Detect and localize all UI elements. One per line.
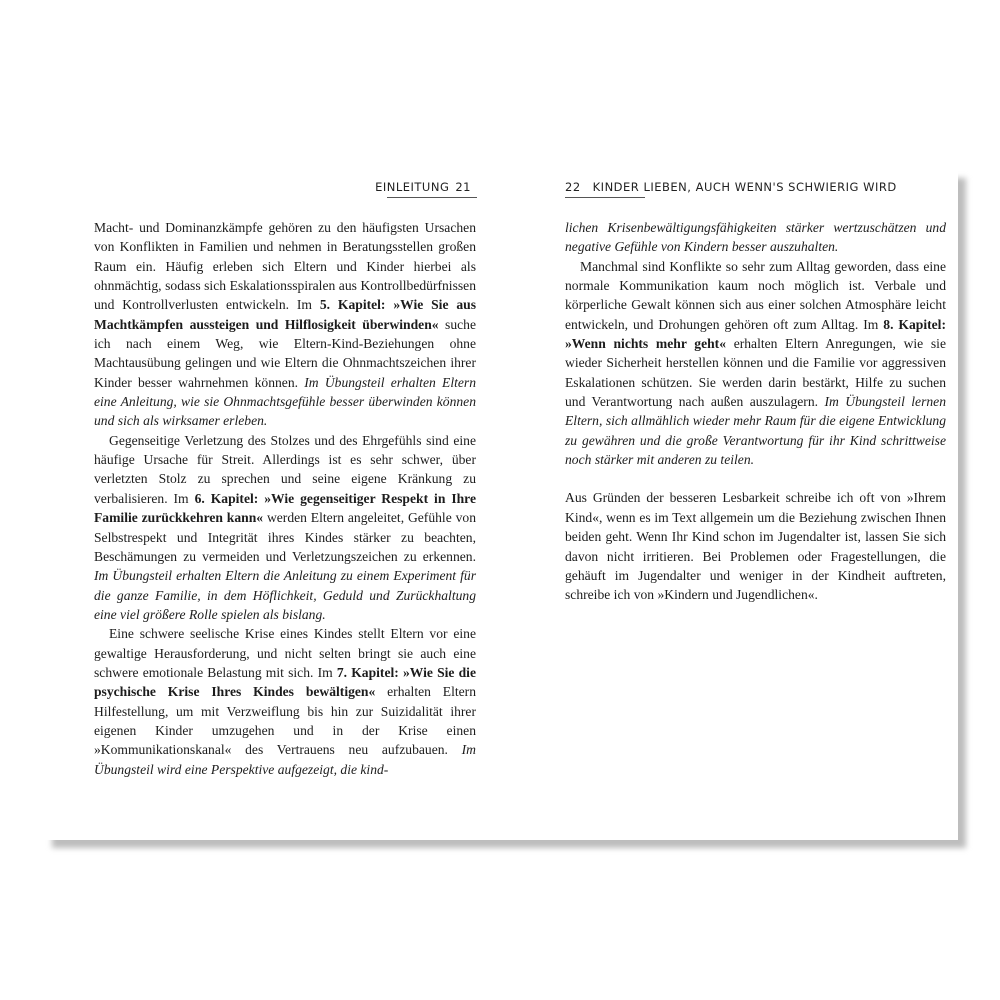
right-page — [501, 170, 958, 840]
paragraph — [565, 257, 946, 470]
text-run: Gegenseitige Verletzung des Stolzes und des Ehrgefühls sind eine häufige Ursache für Streit. Allerdings ist es sehr schwer, über verletzten Stolz zu sprechen und seine eigene Kränkung zu verbalisieren. Im — [94, 432, 476, 506]
text-run: werden Eltern angeleitet, Gefühle von Selbstrespekt und Integrität ihres Kindes stärker zu beachten, Beschämungen zu vermeiden und Verletzungszeichen zu erkennen. — [94, 510, 476, 564]
body-text — [94, 218, 476, 779]
book-spread — [44, 170, 958, 840]
page-number: 22 — [565, 180, 581, 194]
exercise-note: Im Übungsteil erhalten Eltern die Anleitung zu einem Experiment für die ganze Familie, in dem Höflichkeit, Geduld und Zurückhaltung eine viel größere Rolle spielen als bislang. — [94, 568, 476, 622]
text-run: Macht- und Dominanzkämpfe gehören zu den häufigsten Ursachen von Konflikten in Familien und nehmen in Beratungsstellen großen Raum ein. Häufig erleben sich Eltern und Kinder hierbei als ohnmächtig, sodass sich Eskalationsspiralen aus Kontrollbedürfnissen und Kontrollverlusten entwickeln. Im — [94, 220, 476, 313]
exercise-note: Im Übungsteil erhalten Eltern eine Anleitung, wie sie Ohnmachtsgefühle besser überwinden können und sich als wirksamer erleben. — [94, 374, 476, 429]
page-number: 21 — [455, 180, 471, 194]
header-title: EINLEITUNG — [375, 180, 450, 194]
left-page — [44, 170, 501, 840]
text-run: erhalten Eltern Anregungen, wie sie wieder Sicherheit herstellen können und die Familie vor aggressiven Eskalationen schützen. Sie werden darin bestärkt, Hilfe zu suchen und Verantwortung nach außen auszulagern. — [565, 336, 946, 410]
running-header-left — [375, 180, 477, 194]
chapter-reference: 7. Kapitel: »Wie Sie die psychische Krise Ihres Kindes bewältigen« — [94, 664, 476, 700]
text-run: erhalten Eltern Hilfestellung, um mit Verzweiflung bis hin zur Suizidalität ihrer eigenen Kinder umzugehen und in der Krise einen »Kommunikationskanal« des Vertrauens neu aufzubauen. — [94, 684, 476, 758]
readability-note: Aus Gründen der besseren Lesbarkeit schreibe ich oft von »Ihrem Kind«, wenn es im Text allgemein um die Beziehung zwischen Ihnen beiden geht. Wenn Ihr Kind schon im Jugendalter ist, lassen Sie sich davon nicht irritieren. Bei Problemen oder Fragestellungen, die gehäuft im Jugendalter und weniger in der Kindheit auftreten, schreibe ich von »Kindern und Jugendlichen«. — [565, 490, 946, 603]
chapter-reference: 5. Kapitel: »Wie Sie aus Machtkämpfen aussteigen und Hilflosigkeit überwinden« — [94, 297, 476, 332]
text-run: suche ich nach einem Weg, wie Eltern-Kind-Beziehungen ohne Machtausübung gelingen und wie Eltern die Ohnmachtszeichen ihrer Kinder besser wahrnehmen können. — [94, 316, 476, 390]
exercise-note: Im Übungsteil wird eine Perspektive aufgezeigt, die kind- — [94, 742, 476, 777]
running-header-right — [565, 180, 897, 194]
chapter-reference: 6. Kapitel: »Wie gegenseitiger Respekt in Ihre Familie zurückkehren kann« — [94, 490, 476, 526]
paragraph — [94, 218, 476, 431]
text-run: Manchmal sind Konflikte so sehr zum Alltag geworden, dass eine normale Kommunikation kaum noch möglich ist. Verbale und körperliche Gewalt können sich aus einer solchen Atmosphäre leicht entwickeln, und Drohungen gehören oft zum Alltag. Im — [565, 258, 946, 332]
paragraph-continuation: lichen Krisenbewältigungsfähigkeiten stärker wertzuschätzen und negative Gefühle von Kindern besser auszuhalten. — [565, 220, 946, 255]
header-rule — [387, 197, 477, 198]
paragraph — [94, 624, 476, 779]
header-rule — [565, 197, 645, 198]
exercise-note: Im Übungsteil lernen Eltern, sich allmählich wieder mehr Raum für die eigene Entwicklung zu gewähren und die große Verantwortung für ihr Kind schrittweise noch stärker mit anderen zu teilen. — [565, 394, 946, 468]
chapter-reference: 8. Kapitel: »Wenn nichts mehr geht« — [565, 316, 946, 352]
paragraph — [94, 431, 476, 624]
body-text — [565, 218, 946, 605]
text-run: Eine schwere seelische Krise eines Kindes stellt Eltern vor eine gewaltige Herausforderung, und nicht selten bringt sie auch eine schwere emotionale Belastung mit sich. Im — [94, 626, 476, 680]
header-title: KINDER LIEBEN, AUCH WENN'S SCHWIERIG WIRD — [592, 180, 897, 194]
